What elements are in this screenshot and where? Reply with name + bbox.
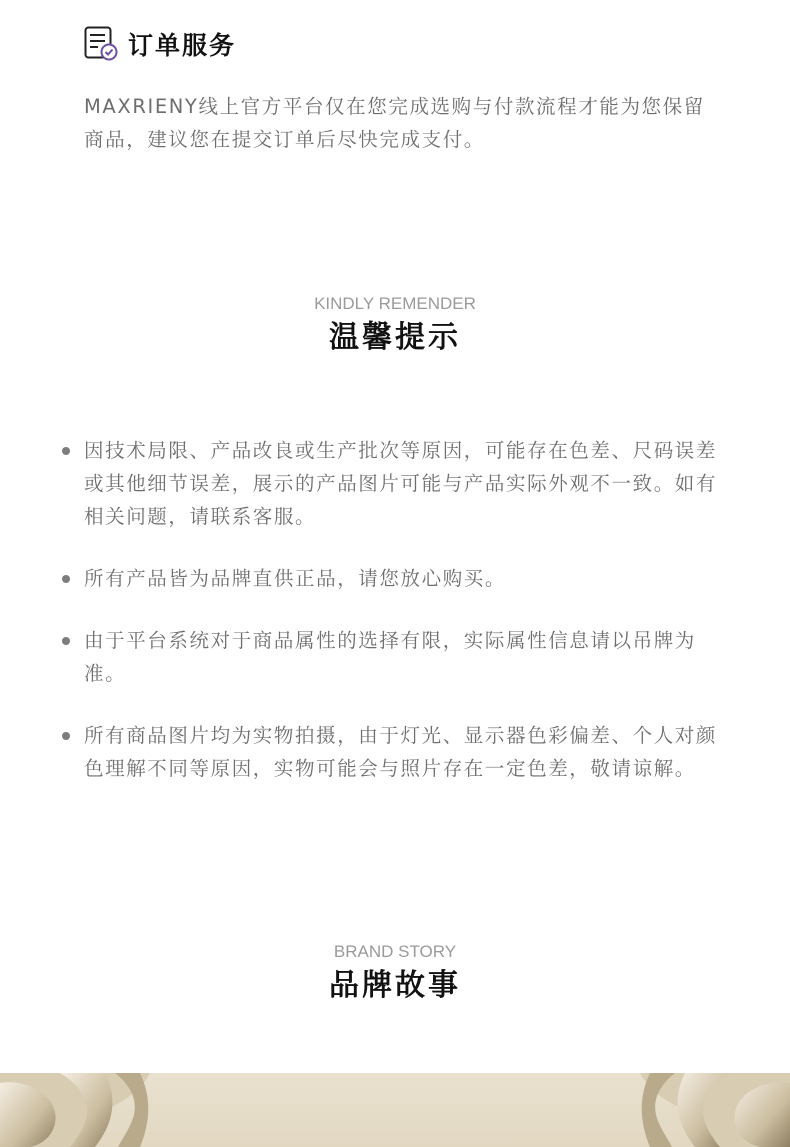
list-item [62,719,722,785]
bullet-icon [62,732,70,740]
list-item-text: 所有商品图片均为实物拍摄，由于灯光、显示器色彩偏差、个人对颜色理解不同等原因，实物可能会与照片存在一定色差，敬请谅解。 [84,724,718,780]
bullet-icon [62,575,70,583]
reminder-list [62,434,722,814]
list-item-text: 因技术局限、产品改良或生产批次等原因，可能存在色差、尺码误差或其他细节误差，展示的产品图片可能与产品实际外观不一致。如有相关问题，请联系客服。 [84,439,718,528]
list-item-text: 所有产品皆为品牌直供正品，请您放心购买。 [84,567,507,590]
order-service-section [84,26,724,176]
reminder-heading-cn: 温馨提示 [329,320,461,355]
list-item-text: 由于平台系统对于商品属性的选择有限，实际属性信息请以吊牌为准。 [84,629,696,685]
brand-story-heading-cn: 品牌故事 [329,968,461,1003]
reminder-heading-en: KINDLY REMENDER [314,294,476,313]
order-service-title: 订单服务 [128,31,237,60]
brand-story-heading [0,942,790,1006]
order-check-icon [84,26,118,62]
list-item [62,434,722,533]
reminder-heading [0,294,790,358]
ornament-frame-image [0,1073,790,1147]
bullet-icon [62,637,70,645]
bullet-icon [62,447,70,455]
order-service-text: MAXRIENY线上官方平台仅在您完成选购与付款流程才能为您保留商品，建议您在提交订单后尽快完成支付。 [84,95,705,151]
list-item [62,624,722,690]
brand-story-heading-en: BRAND STORY [333,942,457,961]
brand-story-image [0,1073,790,1147]
order-service-header [84,26,724,62]
list-item [62,562,722,595]
